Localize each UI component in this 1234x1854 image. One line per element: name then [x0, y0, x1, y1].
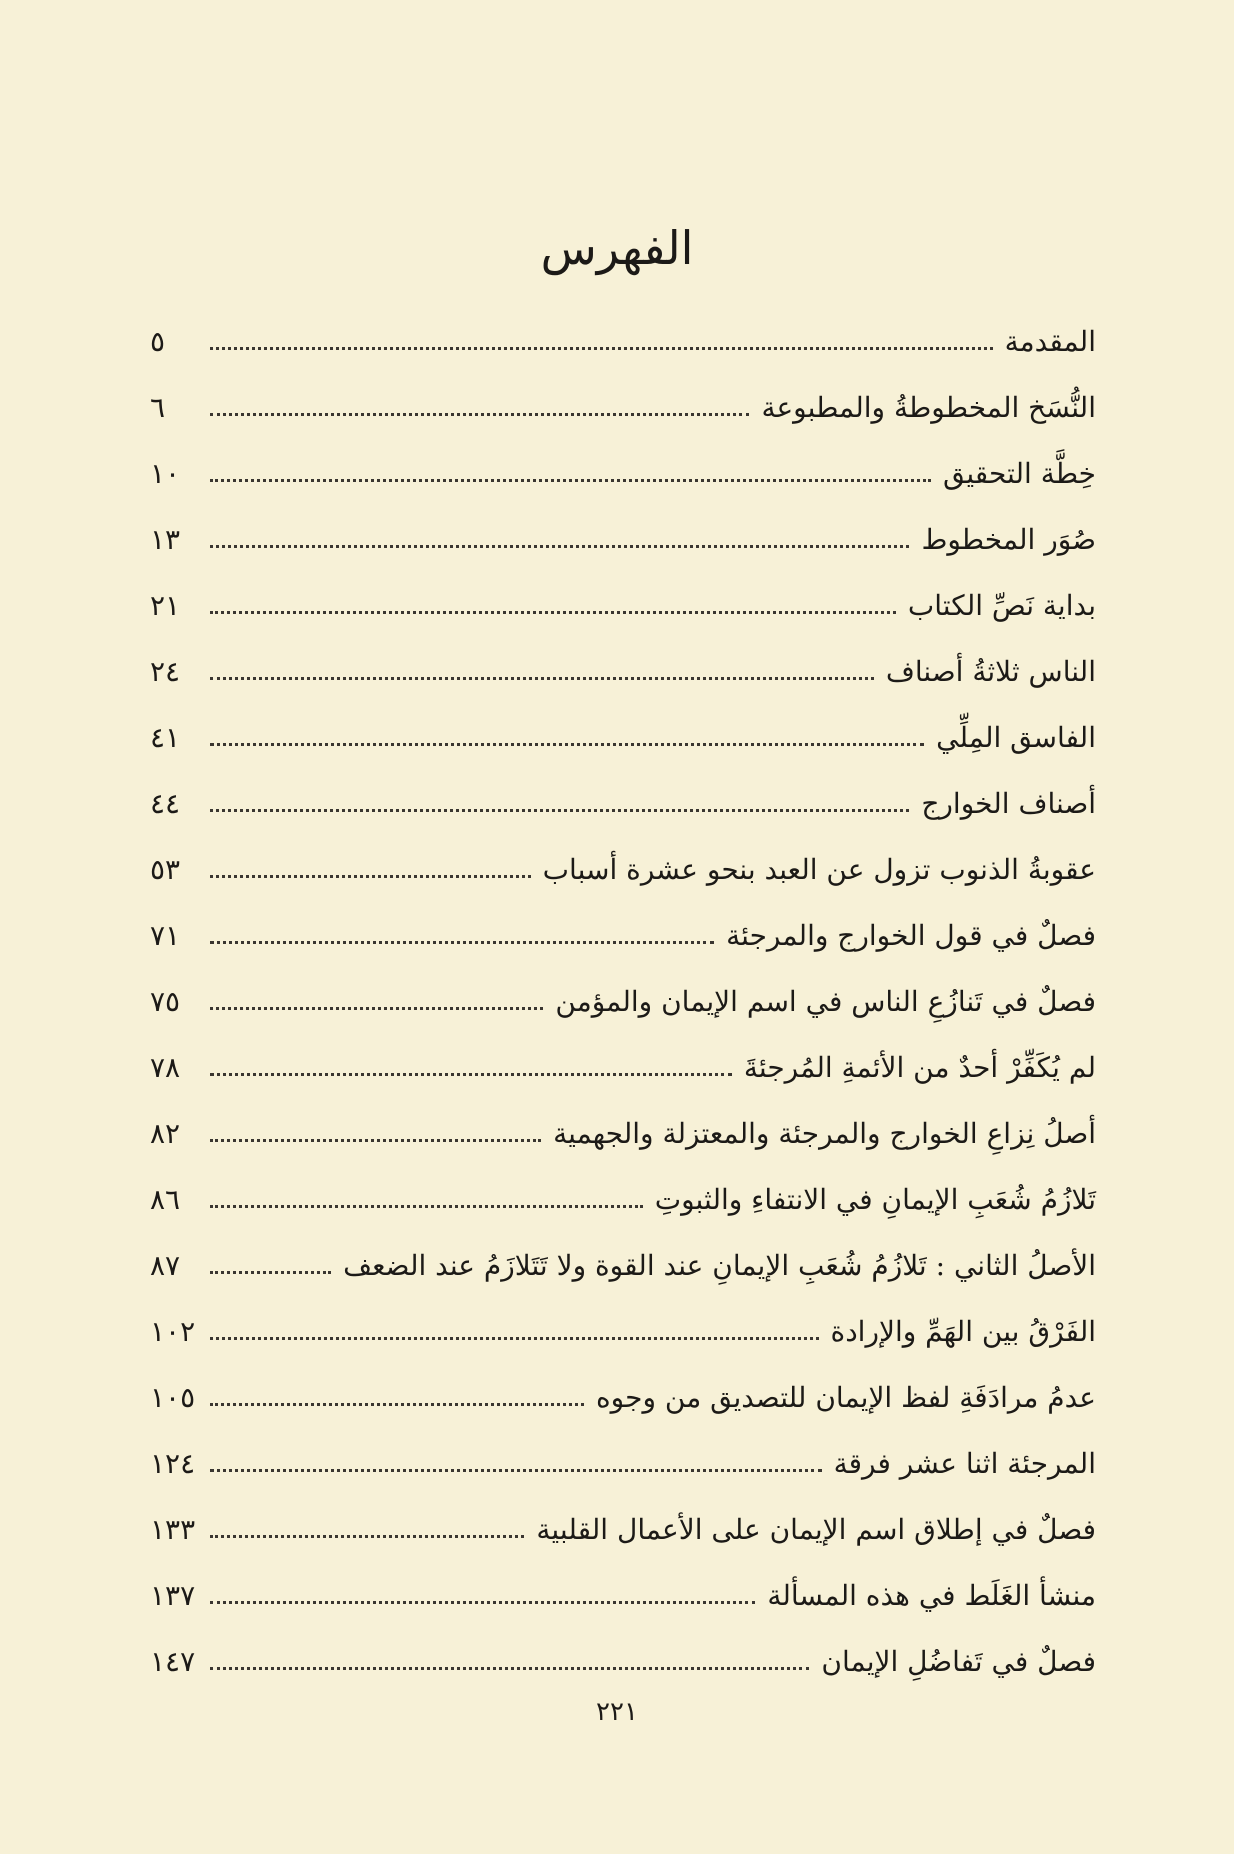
dot-leader — [210, 1535, 524, 1538]
toc-entry-label: الفَرْقُ بين الهَمِّ والإرادة — [830, 1315, 1096, 1348]
toc-entry-label: الأصلُ الثاني : تَلازُمُ شُعَبِ الإيمانِ عند القوة ولا تَتَلازَمُ عند الضعف — [343, 1249, 1096, 1282]
dot-leader — [210, 1007, 543, 1010]
toc-entry-label: عقوبةُ الذنوب تزول عن العبد بنحو عشرة أسباب — [542, 853, 1096, 886]
toc-entry-page: ١٠ — [150, 457, 181, 490]
dot-leader — [210, 545, 909, 548]
toc-entry-page: ٨٢ — [150, 1117, 181, 1150]
toc-entry-page: ٧٨ — [150, 1051, 181, 1084]
toc-entry — [150, 630, 1096, 696]
toc-entry-label: فصلٌ في قول الخوارج والمرجئة — [726, 919, 1096, 952]
toc-entry-label: صُوَر المخطوط — [921, 523, 1096, 556]
dot-leader — [210, 809, 909, 812]
toc-entry-label: الفاسق المِلِّي — [936, 721, 1096, 754]
dot-leader — [210, 1205, 643, 1208]
toc-entry-label: فصلٌ في إطلاق اسم الإيمان على الأعمال القلبية — [536, 1513, 1096, 1546]
toc-entry — [150, 1092, 1096, 1158]
toc-entry-label: الناس ثلاثةُ أصناف — [885, 655, 1096, 688]
toc-entry-page: ٧٥ — [150, 985, 181, 1018]
toc-entry-page: ١٣ — [150, 523, 181, 556]
toc-entry — [150, 564, 1096, 630]
toc-entry-page: ٥ — [150, 325, 166, 358]
toc-entry — [150, 1356, 1096, 1422]
toc-entry — [150, 894, 1096, 960]
dot-leader — [210, 479, 931, 482]
dot-leader — [210, 743, 924, 746]
dot-leader — [210, 941, 714, 944]
toc-entry-page: ١٠٢ — [150, 1315, 196, 1348]
toc-entry — [150, 1620, 1096, 1686]
toc-entry-label: أصلُ نِزاعِ الخوارج والمرجئة والمعتزلة والجهمية — [553, 1117, 1096, 1150]
toc-entry-page: ٢١ — [150, 589, 181, 622]
dot-leader — [210, 611, 896, 614]
toc-entry — [150, 1422, 1096, 1488]
toc-entry-page: ٤١ — [150, 721, 181, 754]
dot-leader — [210, 677, 874, 680]
toc-entry-label: لم يُكَفِّرْ أحدٌ من الأئمةِ المُرجئةَ — [743, 1051, 1096, 1084]
dot-leader — [210, 1469, 822, 1472]
dot-leader — [210, 875, 531, 878]
page-title: الفهرس — [540, 221, 694, 275]
toc-entry-label: المقدمة — [1004, 325, 1096, 358]
toc-entry — [150, 696, 1096, 762]
toc-entry-label: خِطَّة التحقيق — [943, 457, 1096, 490]
toc-entry — [150, 762, 1096, 828]
toc-entry-label: تَلازُمُ شُعَبِ الإيمانِ في الانتفاءِ والثبوتِ — [654, 1183, 1096, 1216]
dot-leader — [210, 1271, 331, 1274]
toc-entry — [150, 828, 1096, 894]
toc-entry-page: ١٣٧ — [150, 1579, 196, 1612]
toc-entry-page: ٥٣ — [150, 853, 181, 886]
toc-entry-page: ١٢٤ — [150, 1447, 196, 1480]
dot-leader — [210, 347, 993, 350]
dot-leader — [210, 1073, 732, 1076]
toc-entry-label: عدمُ مرادَفَةِ لفظ الإيمان للتصديق من وجوه — [596, 1381, 1096, 1414]
toc-entry — [150, 1026, 1096, 1092]
toc-entry — [150, 300, 1096, 366]
table-of-contents — [150, 300, 1096, 1686]
toc-entry-page: ١٤٧ — [150, 1645, 196, 1678]
toc-entry — [150, 498, 1096, 564]
toc-entry-label: بداية نَصِّ الكتاب — [907, 589, 1096, 622]
dot-leader — [210, 413, 749, 416]
toc-entry — [150, 1290, 1096, 1356]
toc-entry — [150, 432, 1096, 498]
dot-leader — [210, 1403, 584, 1406]
toc-entry-label: فصلٌ في تَفاضُلِ الإيمان — [821, 1645, 1096, 1678]
dot-leader — [210, 1139, 541, 1142]
toc-entry-label: أصناف الخوارج — [921, 787, 1096, 820]
toc-entry-page: ١٣٣ — [150, 1513, 196, 1546]
toc-entry-page: ٤٤ — [150, 787, 181, 820]
toc-entry — [150, 1554, 1096, 1620]
dot-leader — [210, 1601, 755, 1604]
toc-entry — [150, 960, 1096, 1026]
toc-entry-page: ٢٤ — [150, 655, 181, 688]
toc-entry-page: ٦ — [150, 391, 166, 424]
toc-entry-label: المرجئة اثنا عشر فرقة — [833, 1447, 1096, 1480]
toc-entry — [150, 1488, 1096, 1554]
toc-entry-label: فصلٌ في تَنازُعِ الناس في اسم الإيمان والمؤمن — [555, 985, 1096, 1018]
toc-entry-label: النُّسَخ المخطوطةُ والمطبوعة — [761, 391, 1096, 424]
toc-entry-page: ٨٦ — [150, 1183, 181, 1216]
dot-leader — [210, 1337, 819, 1340]
toc-entry — [150, 1224, 1096, 1290]
dot-leader — [210, 1667, 809, 1670]
toc-entry-label: منشأ الغَلَط في هذه المسألة — [767, 1579, 1096, 1612]
toc-entry — [150, 366, 1096, 432]
toc-entry-page: ١٠٥ — [150, 1381, 196, 1414]
toc-entry-page: ٨٧ — [150, 1249, 181, 1282]
toc-entry — [150, 1158, 1096, 1224]
page-number: ٢٢١ — [596, 1697, 638, 1727]
toc-entry-page: ٧١ — [150, 919, 181, 952]
